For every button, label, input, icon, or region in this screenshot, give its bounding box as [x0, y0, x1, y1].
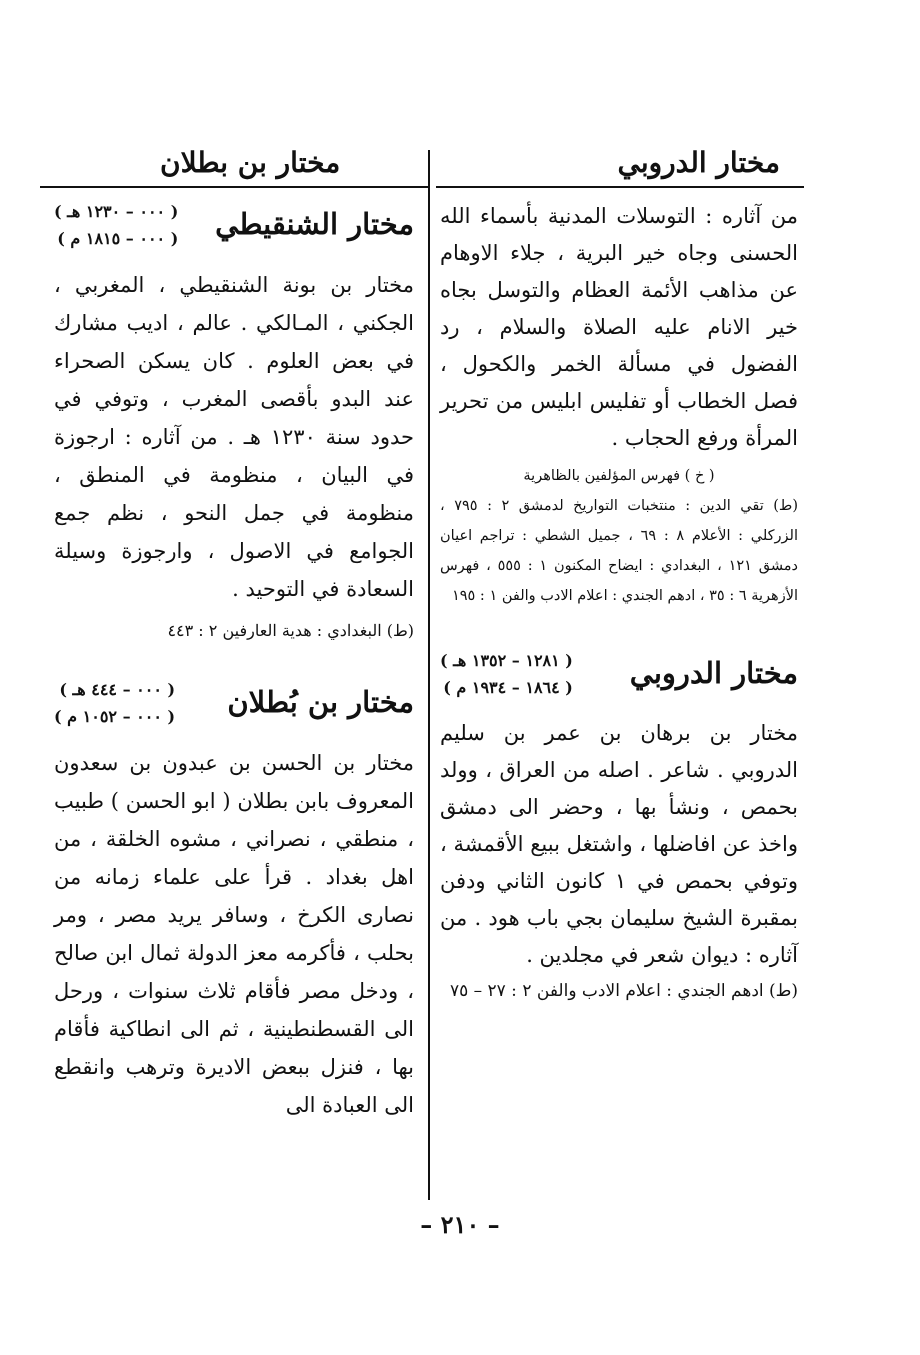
dates-gregorian: ( ٠٠٠ – ١٠٥٢ م )	[54, 707, 176, 726]
entry-name: مختار بن بُطلان	[227, 685, 414, 719]
left-column	[54, 198, 414, 1124]
source-kh: ( خ ) فهرس المؤلفين بالظاهرية	[523, 468, 715, 484]
running-header-right: مختار الدروبي	[617, 146, 780, 179]
entry-dates	[54, 676, 175, 730]
dates-hijri: ( ١٢٨١ – ١٣٥٢ هـ )	[440, 651, 573, 670]
entry-name: مختار الدروبي	[629, 656, 798, 690]
right-column	[440, 198, 798, 1008]
column-divider	[428, 150, 430, 1200]
dates-hijri: ( ٠٠٠ – ١٢٣٠ هـ )	[54, 202, 179, 221]
entry-paragraph: مختار بن الحسن بن عبدون بن سعدون المعروف بابن بطلان ( ابو الحسن ) طبيب ، منطقي ، نصراني ، مشوه الخلقة ، من اهل بغداد . قرأ على علماء زمانه من نصارى الكرخ ، وسافر يريد مصر ، ومر بحلب ، فأكرمه معز الدولة ثمال ابن صالح ، ودخل مصر فأقام ثلاث سنوات ، ورحل الى القسطنطينية ، ثم الى انطاكية فأقام بها ، فنزل ببعض الاديرة وترهب وانقطع الى العبادة الى	[54, 751, 414, 1117]
page-number: – ٢١٠ –	[420, 1210, 500, 1239]
running-header-left: مختار بن بطلان	[160, 146, 341, 179]
entry-heading-shinqiti	[54, 198, 414, 260]
source-t: (ط) تقي الدين : منتخبات التواريخ لدمشق ٢ : ٧٩٥ ، الزركلي : الأعلام ٨ : ٦٩ ، جميل الشطي : تراجم اعيان دمشق ١٢١ ، البغدادي : ايضاح المكنون ١ : ٥٥٥ ، فهرس الأزهرية ٦ : ٣٥ ، ادهم الجندي : اعلام الادب والفن ١ : ١٩٥	[440, 498, 798, 604]
entry-paragraph: مختار بن برهان بن عمر بن سليم الدروبي . شاعر . اصله من العراق ، وولد بحمص ، ونشأ بها ، وحضر الى دمشق واخذ عن افاضلها ، واشتغل ببيع الأقمشة ، وتوفي بحمص في ١ كانون الثاني ودفن بمقبرة الشيخ سليمان بجي باب هود . من آثاره : ديوان شعر في مجلدين .	[440, 721, 798, 967]
entry-dates	[440, 647, 573, 701]
entry-heading-butlan	[54, 676, 414, 738]
entry-source: (ط) ادهم الجندي : اعلام الادب والفن ٢ : ٢٧ – ٧٥	[449, 981, 798, 1001]
header-rule-left	[40, 186, 428, 188]
entry-name: مختار الشنقيطي	[215, 207, 414, 241]
entry-source: (ط) البغدادي : هدية العارفين ٢ : ٤٤٣	[167, 621, 414, 640]
dates-gregorian: ( ١٨٦٤ – ١٩٣٤ م )	[443, 678, 573, 697]
dates-hijri: ( ٠٠٠ – ٤٤٤ هـ )	[59, 680, 176, 699]
entry-paragraph: مختار بن بونة الشنقيطي ، المغربي ، الجكني ، المـالكي . عالم ، اديب مشارك في بعض العلوم . كان يسكن الصحراء عند البدو بأقصى المغرب ، وتوفي في حدود سنة ١٢٣٠ هـ . من آثاره : ارجوزة في البيان ، منظومة في المنطق ، منظومة في جمل النحو ، نظم جمع الجوامع في الاصول ، وارجوزة وسيلة السعادة في التوحيد .	[54, 273, 414, 601]
header-rule-right	[436, 186, 804, 188]
works-paragraph: من آثاره : التوسلات المدنية بأسماء الله الحسنى وجاه خير البرية ، جلاء الاوهام عن مذاهب الأئمة العظام والتوسل بجاه خير الانام عليه الصلاة والسلام ، رد الفضول في مسألة الخمر والكحول ، فصل الخطاب أو تفليس ابليس من تحرير المرأة ورفع الحجاب .	[440, 204, 798, 450]
dates-gregorian: ( ٠٠٠ – ١٨١٥ م )	[57, 229, 179, 248]
entry-dates	[54, 198, 178, 252]
entry-heading-durubi	[440, 647, 798, 709]
